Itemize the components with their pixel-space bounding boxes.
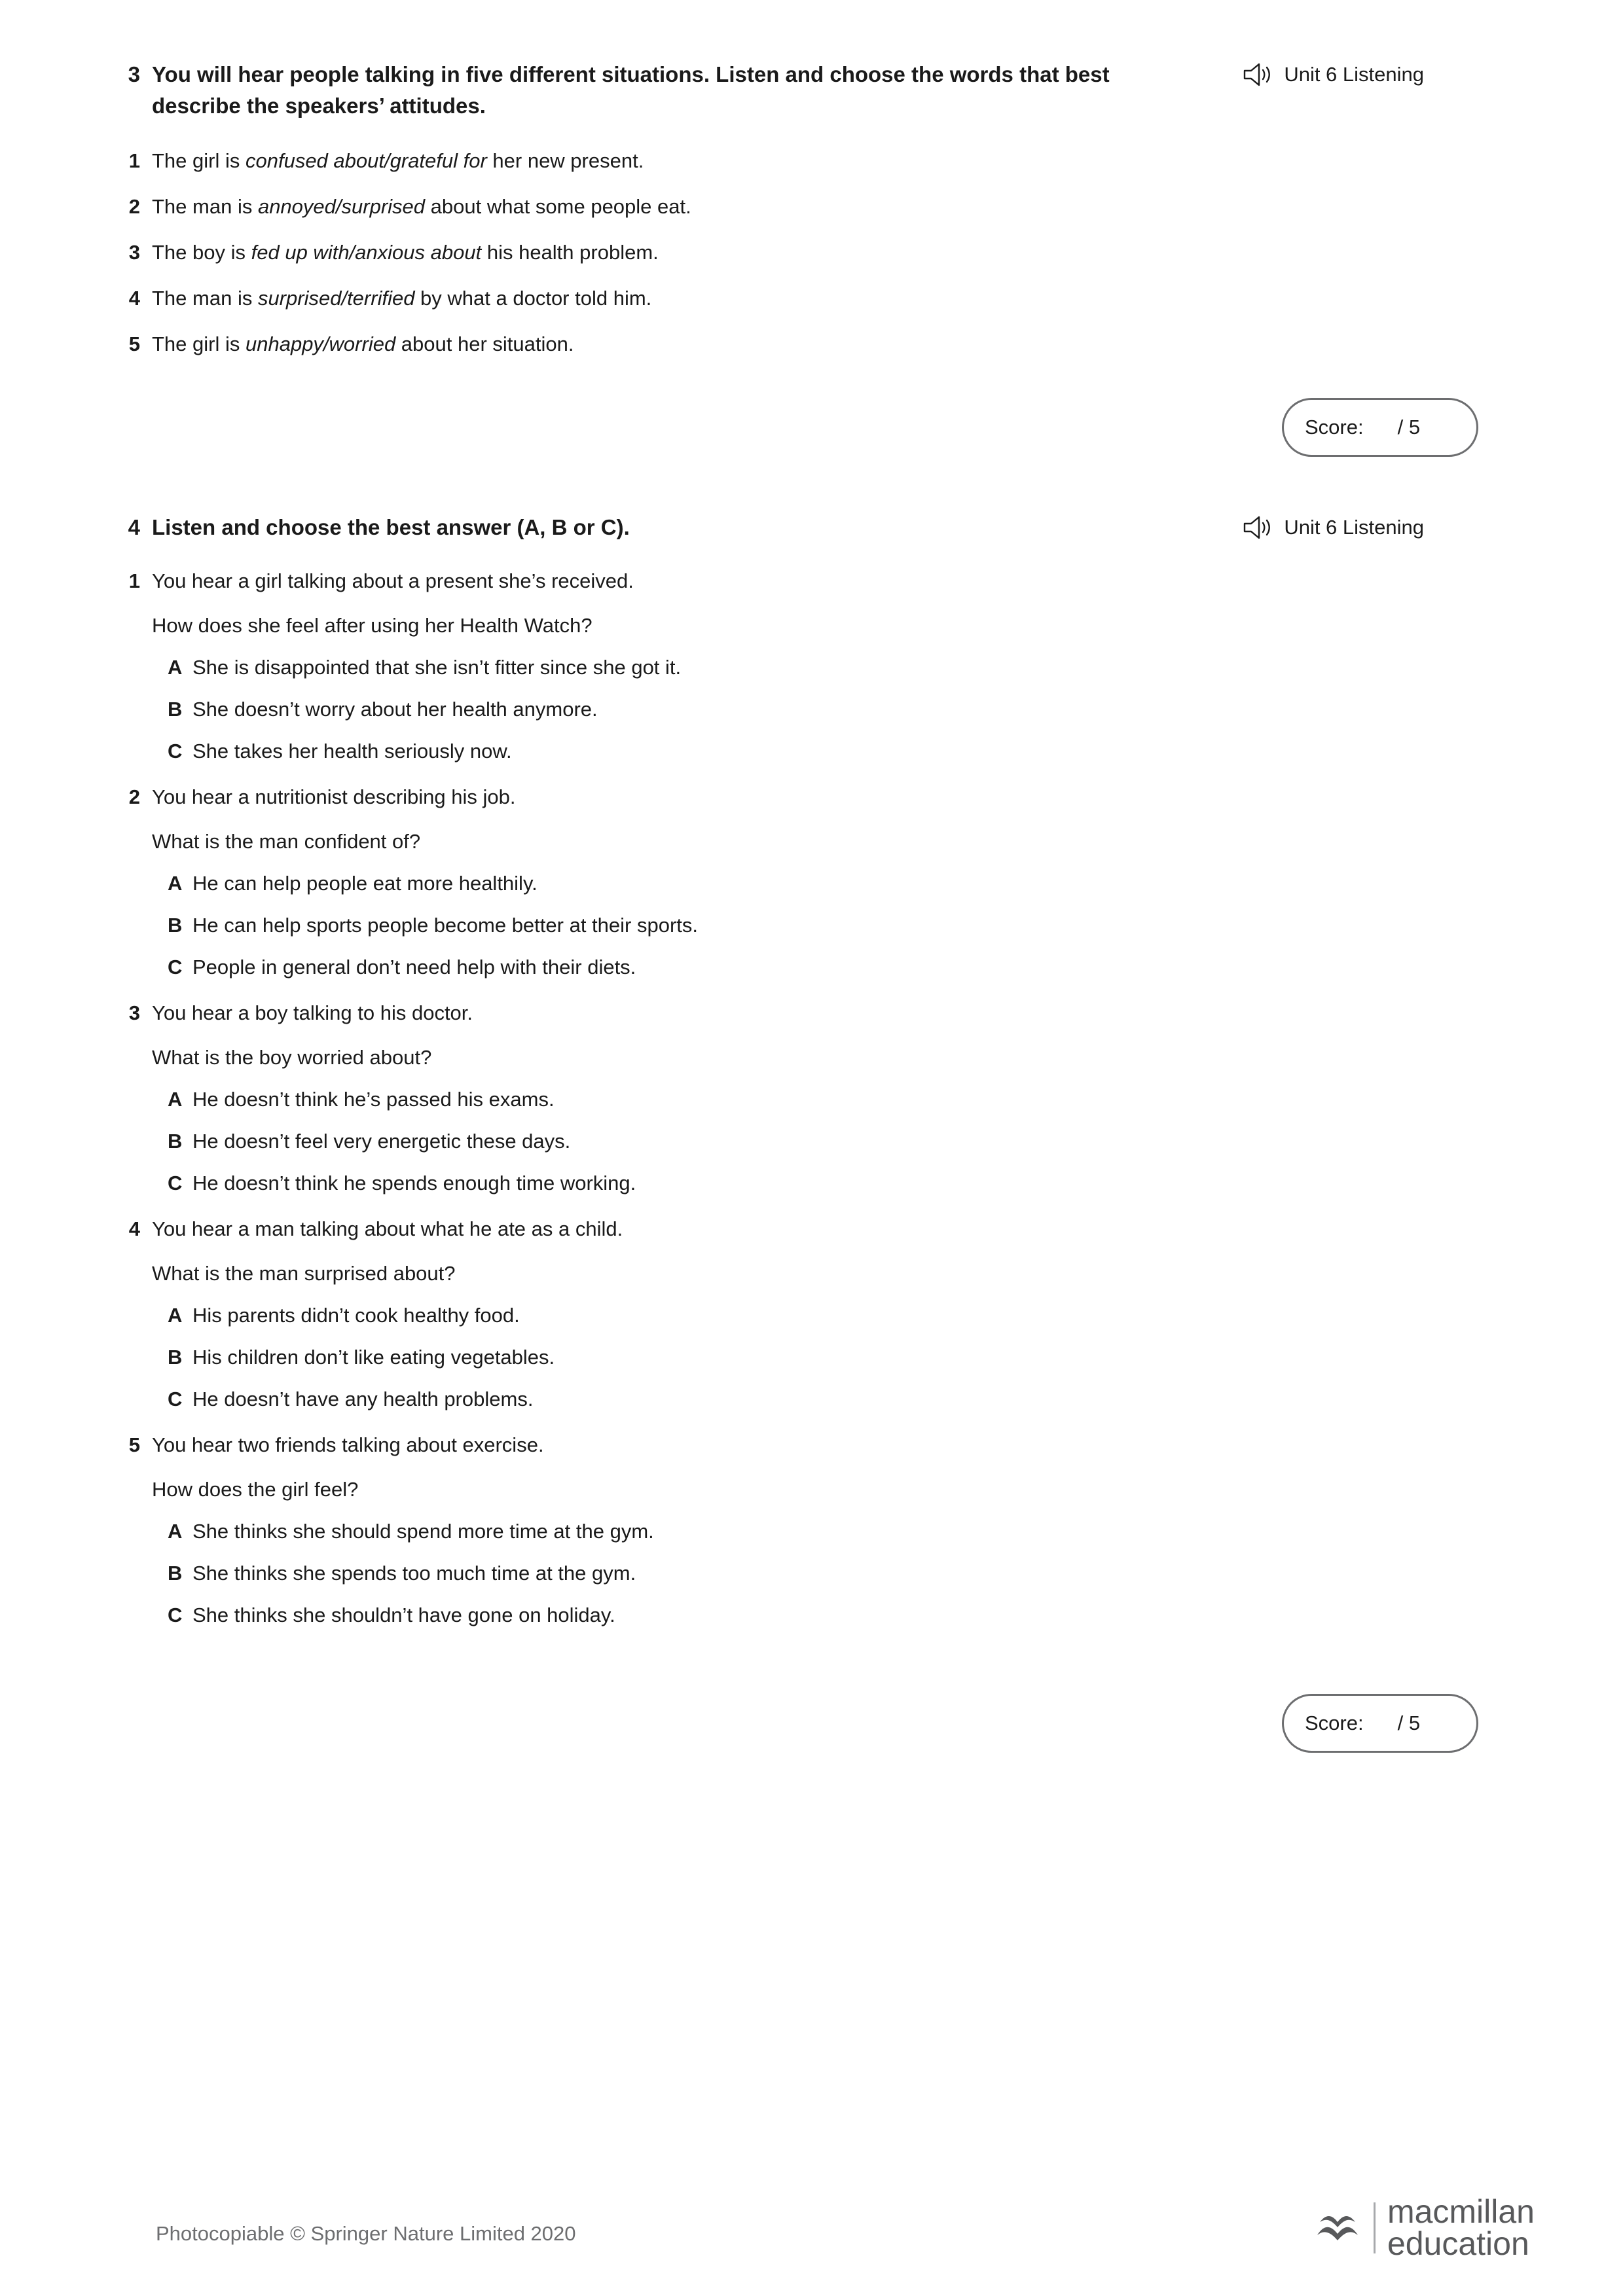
- option-letter: A: [168, 1304, 183, 1327]
- item-choice[interactable]: confused about/grateful for: [245, 149, 487, 172]
- option-letter: B: [168, 914, 183, 937]
- option-row[interactable]: [111, 1126, 1512, 1157]
- option-text: He doesn’t think he’s passed his exams.: [192, 1088, 555, 1111]
- item-post: his health problem.: [481, 241, 659, 264]
- item-post: by what a doctor told him.: [414, 287, 652, 310]
- question-block: [111, 781, 1512, 983]
- score-box-exercise-4[interactable]: [1282, 1694, 1478, 1753]
- exercise-3-header: [111, 59, 1512, 122]
- option-text: She takes her health seriously now.: [192, 740, 512, 762]
- option-letter: B: [168, 1130, 183, 1153]
- option-letter: A: [168, 872, 183, 895]
- exercise-3-title: You will hear people talking in five different situations. Listen and choose the words that best describe the speakers’ attitudes.: [152, 62, 1110, 118]
- question-stem-row: [111, 1474, 1512, 1505]
- option-text: His parents didn’t cook healthy food.: [192, 1304, 520, 1327]
- item-text: [152, 237, 1512, 268]
- option-letter: B: [168, 1346, 183, 1369]
- question-stem-row: [111, 826, 1512, 857]
- option-letter: C: [168, 1604, 183, 1626]
- option-row[interactable]: [111, 1300, 1512, 1331]
- option-row[interactable]: [111, 868, 1512, 899]
- question-context-row: [111, 781, 1512, 813]
- list-item: [111, 283, 1512, 314]
- option-text: She thinks she spends too much time at the gym.: [192, 1562, 636, 1585]
- question-block: [111, 997, 1512, 1199]
- question-context-row: [111, 565, 1512, 597]
- item-text: [152, 191, 1512, 223]
- logo-line-2: education: [1387, 2225, 1529, 2262]
- logo-wordmark: [1387, 2193, 1535, 2262]
- score-box-exercise-3[interactable]: [1282, 398, 1478, 457]
- option-letter: B: [168, 698, 183, 721]
- question-stem: What is the man confident of?: [152, 830, 421, 853]
- option-text: He doesn’t feel very energetic these days.: [192, 1130, 571, 1153]
- item-text: [152, 283, 1512, 314]
- option-row[interactable]: [111, 910, 1512, 941]
- item-number: 4: [128, 287, 140, 310]
- option-text: He doesn’t think he spends enough time working.: [192, 1172, 636, 1194]
- option-letter: C: [168, 1172, 183, 1194]
- macmillan-education-logo: [1313, 2193, 1535, 2262]
- question-stem: What is the man surprised about?: [152, 1262, 456, 1285]
- list-item: [111, 145, 1512, 177]
- option-letter: C: [168, 956, 183, 978]
- exercise-4-header: [111, 512, 1512, 543]
- question-number: 3: [128, 1001, 140, 1024]
- item-post: about what some people eat.: [425, 195, 691, 218]
- question-number: 1: [128, 569, 140, 592]
- exercise-3-audio-tag[interactable]: [1242, 62, 1424, 88]
- question-stem: How does she feel after using her Health Watch?: [152, 614, 593, 637]
- item-pre: The girl is: [152, 332, 246, 355]
- item-number: 1: [128, 149, 140, 172]
- question-context: You hear a girl talking about a present she’s received.: [152, 569, 634, 592]
- question-context: You hear two friends talking about exercise.: [152, 1433, 544, 1456]
- item-choice[interactable]: unhappy/worried: [245, 332, 396, 355]
- speaker-icon: [1242, 62, 1273, 88]
- score-value: / 5: [1397, 1712, 1421, 1734]
- option-text: He doesn’t have any health problems.: [192, 1388, 534, 1410]
- exercise-3: [111, 59, 1512, 360]
- list-item: [111, 329, 1512, 360]
- question-stem-row: [111, 1042, 1512, 1073]
- option-text: He can help people eat more healthily.: [192, 872, 538, 895]
- item-number: 5: [128, 332, 140, 355]
- item-pre: The girl is: [152, 149, 246, 172]
- item-choice[interactable]: surprised/terrified: [257, 287, 415, 310]
- item-number: 2: [128, 195, 140, 218]
- option-letter: B: [168, 1562, 183, 1585]
- exercise-3-audio-label: Unit 6 Listening: [1284, 63, 1424, 86]
- option-letter: C: [168, 1388, 183, 1410]
- question-stem-row: [111, 610, 1512, 641]
- option-letter: A: [168, 1520, 183, 1543]
- option-letter: C: [168, 740, 183, 762]
- question-block: [111, 565, 1512, 767]
- option-text: She doesn’t worry about her health anymore.: [192, 698, 598, 721]
- exercise-4: [111, 512, 1512, 1631]
- option-row[interactable]: [111, 694, 1512, 725]
- question-context-row: [111, 997, 1512, 1029]
- option-letter: A: [168, 1088, 183, 1111]
- option-row[interactable]: [111, 952, 1512, 983]
- option-row[interactable]: [111, 1600, 1512, 1631]
- option-row[interactable]: [111, 736, 1512, 767]
- macmillan-logo-icon: [1313, 2205, 1362, 2251]
- option-text: She thinks she should spend more time at the gym.: [192, 1520, 654, 1543]
- item-text: [152, 329, 1512, 360]
- option-letter: A: [168, 656, 183, 679]
- exercise-4-questions: [111, 565, 1512, 1631]
- option-row[interactable]: [111, 1558, 1512, 1589]
- list-item: [111, 191, 1512, 223]
- footer-copyright: Photocopiable © Springer Nature Limited 2020: [156, 2222, 576, 2245]
- score-label: Score:: [1305, 1712, 1364, 1734]
- item-post: about her situation.: [395, 332, 574, 355]
- exercise-4-audio-tag[interactable]: [1242, 514, 1424, 541]
- question-context-row: [111, 1213, 1512, 1245]
- item-pre: The boy is: [152, 241, 251, 264]
- item-choice[interactable]: annoyed/surprised: [257, 195, 426, 218]
- question-block: [111, 1213, 1512, 1415]
- option-text: She is disappointed that she isn’t fitter since she got it.: [192, 656, 682, 679]
- logo-line-1: macmillan: [1387, 2193, 1535, 2230]
- question-context: You hear a nutritionist describing his job.: [152, 785, 516, 808]
- exercise-3-number: 3: [128, 62, 140, 86]
- option-text: He can help sports people become better at their sports.: [192, 914, 698, 937]
- speaker-icon: [1242, 514, 1273, 541]
- option-row[interactable]: [111, 1168, 1512, 1199]
- option-row[interactable]: [111, 1384, 1512, 1415]
- option-row[interactable]: [111, 1342, 1512, 1373]
- question-stem: How does the girl feel?: [152, 1478, 359, 1501]
- item-number: 3: [128, 241, 140, 264]
- item-pre: The man is: [152, 195, 258, 218]
- list-item: [111, 237, 1512, 268]
- exercise-3-items: [111, 145, 1512, 360]
- question-context: You hear a boy talking to his doctor.: [152, 1001, 473, 1024]
- question-stem: What is the boy worried about?: [152, 1046, 432, 1069]
- item-choice[interactable]: fed up with/anxious about: [251, 241, 482, 264]
- exercise-4-number: 4: [128, 515, 140, 539]
- question-context-row: [111, 1429, 1512, 1461]
- exercise-4-audio-label: Unit 6 Listening: [1284, 516, 1424, 539]
- logo-divider: [1374, 2202, 1376, 2253]
- option-row[interactable]: [111, 1084, 1512, 1115]
- option-row[interactable]: [111, 652, 1512, 683]
- question-number: 4: [128, 1217, 140, 1240]
- score-value: / 5: [1397, 416, 1421, 439]
- question-context: You hear a man talking about what he ate as a child.: [152, 1217, 623, 1240]
- option-text: People in general don’t need help with their diets.: [192, 956, 636, 978]
- item-pre: The man is: [152, 287, 258, 310]
- item-text: [152, 145, 1512, 177]
- question-block: [111, 1429, 1512, 1631]
- option-row[interactable]: [111, 1516, 1512, 1547]
- option-text: She thinks she shouldn’t have gone on holiday.: [192, 1604, 615, 1626]
- exercise-4-title: Listen and choose the best answer (A, B or C).: [152, 515, 630, 539]
- question-stem-row: [111, 1258, 1512, 1289]
- option-text: His children don’t like eating vegetables.: [192, 1346, 555, 1369]
- question-number: 5: [128, 1433, 140, 1456]
- question-number: 2: [128, 785, 140, 808]
- score-label: Score:: [1305, 416, 1364, 439]
- item-post: her new present.: [486, 149, 644, 172]
